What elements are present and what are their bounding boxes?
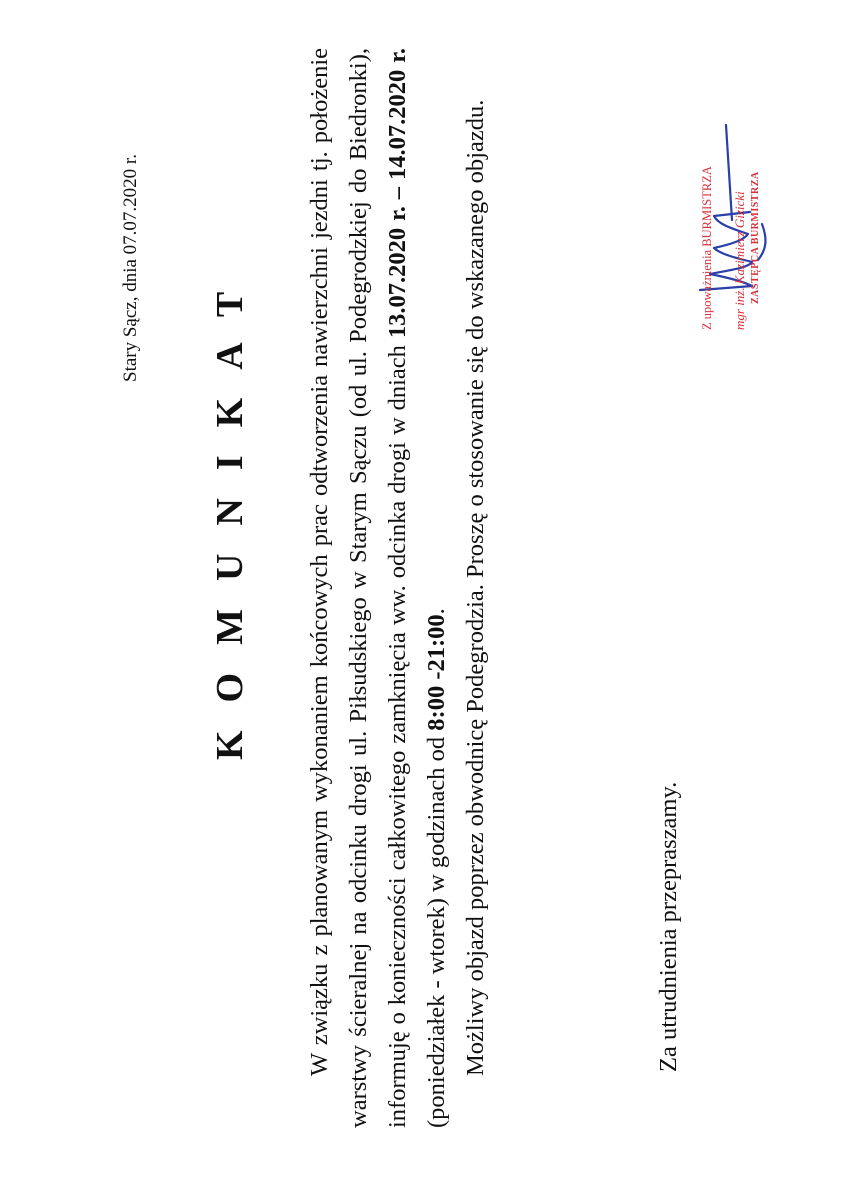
stamp-name: mgr inż. Kazimierz Gizicki xyxy=(732,191,747,330)
official-stamp xyxy=(700,70,800,330)
announcement-text-c: . xyxy=(423,608,450,615)
document-body xyxy=(300,48,495,1128)
closure-dates: 13.07.2020 r. – 14.07.2020 r. xyxy=(384,48,411,339)
closing-apology: Za utrudnienia przepraszamy. xyxy=(655,781,682,1072)
document-title: KOMUNIKAT xyxy=(209,263,251,760)
stamp-authorization: Z upoważnienia BURMISTRZA xyxy=(700,166,714,330)
announcement-text-b: (poniedziałek - wtorek) w godzinach od xyxy=(423,730,450,1128)
paragraph-announcement xyxy=(300,48,456,1128)
closure-hours: 8:00 -21:00 xyxy=(423,614,450,731)
date-line: Stary Sącz, dnia 07.07.2020 r. xyxy=(120,154,141,382)
announcement-text-a: W związku z planowanym wykonaniem końcowych prac odtworzenia nawierzchni jezdni tj. położenie warstwy ścieralnej na odcinku drogi ul. Piłsudskiego w Starym Sączu (od ul. Podegrodzkiej do Biedronki), informuję o konieczności całkowitego zamknięcia ww. odcinka drogi w dniach xyxy=(306,48,411,1128)
stamp-position: ZASTĘPCA BURMISTRZA xyxy=(750,171,761,304)
paragraph-detour: Możliwy objazd poprzez obwodnicę Podegrodzia. Proszę o stosowanie się do wskazanego objazdu. xyxy=(462,99,489,1076)
